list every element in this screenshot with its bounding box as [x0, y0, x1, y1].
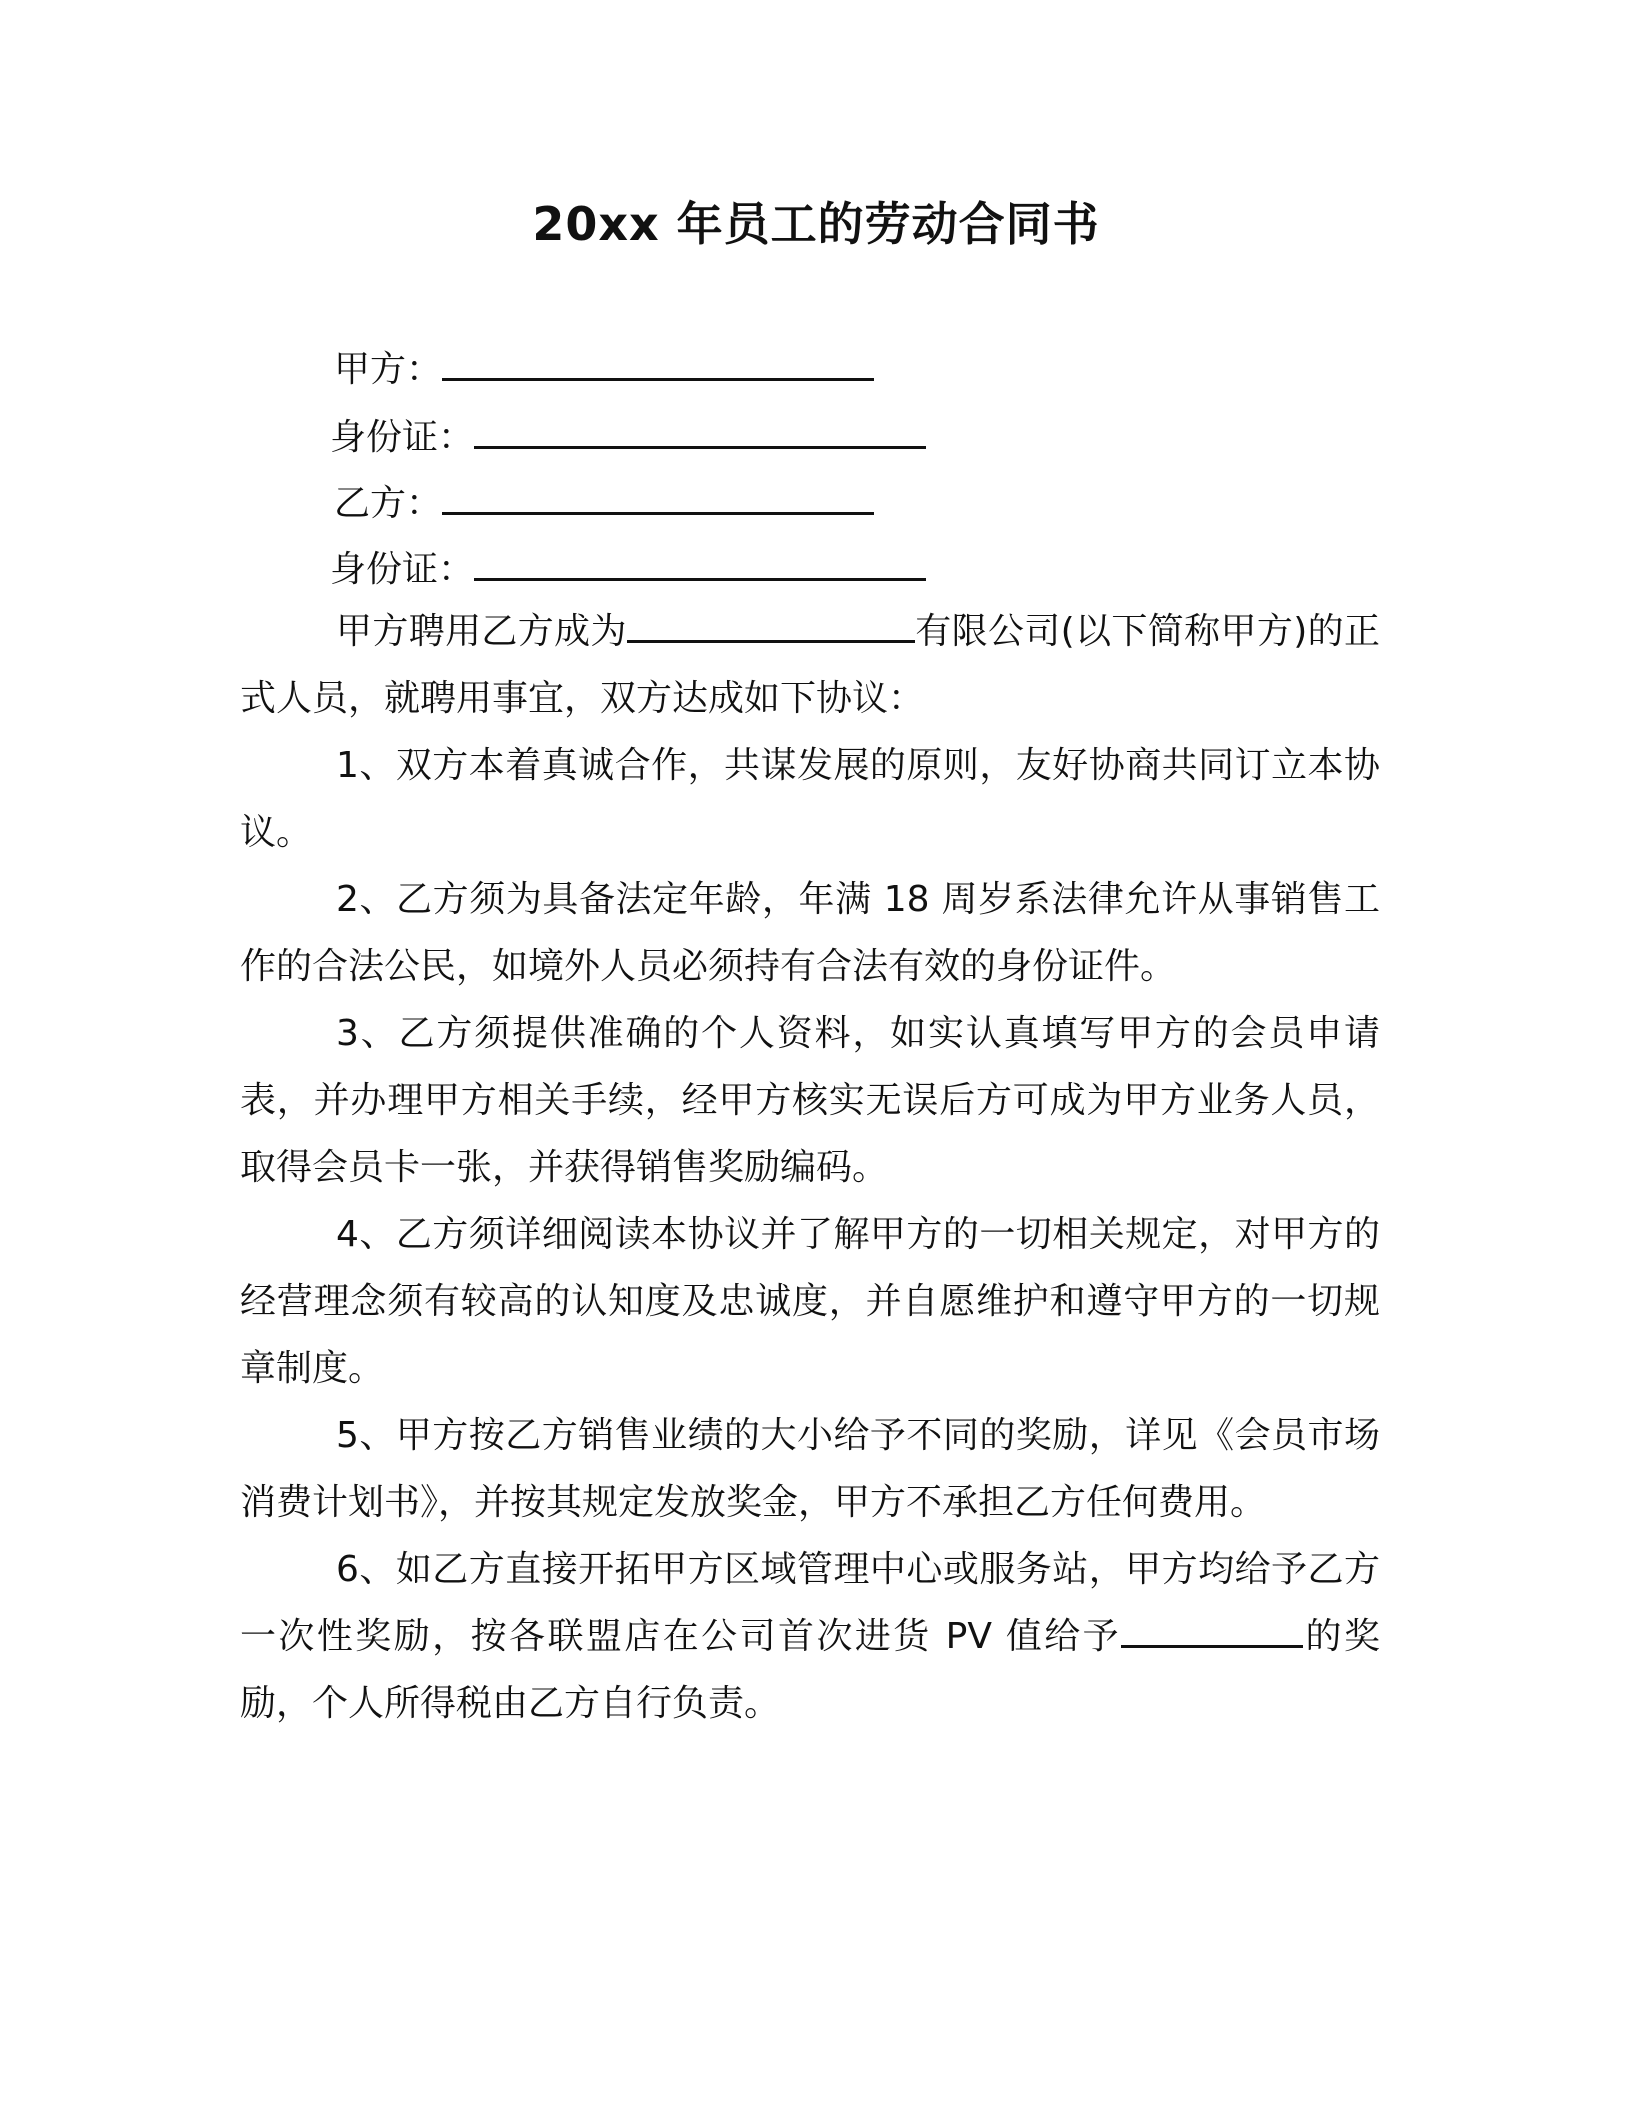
clause-5: 5、甲方按乙方销售业绩的大小给予不同的奖励，详见《会员市场消费计划书》，并按其规定发放奖金，甲方不承担乙方任何费用。: [240, 1415, 1380, 1523]
party-a-field: [334, 340, 874, 395]
company-name-blank[interactable]: [627, 604, 915, 643]
intro-paragraph: [240, 598, 1380, 732]
party-b-field: [334, 474, 874, 529]
document-title: 20xx 年员工的劳动合同书: [532, 197, 1100, 251]
party-a-id-label: 身份证：: [330, 417, 475, 458]
party-b-id-label: 身份证：: [330, 549, 475, 590]
clause-6: [240, 1536, 1380, 1737]
reward-rate-blank[interactable]: [1121, 1609, 1303, 1648]
intro-after: 有限公司(以下简称甲方)的正式人员，就聘用事宜，双方达成如下协议：: [240, 611, 1380, 719]
clause-3: 3、乙方须提供准确的个人资料，如实认真填写甲方的会员申请表，并办理甲方相关手续，经甲方核实无误后方可成为甲方业务人员，取得会员卡一张，并获得销售奖励编码。: [240, 1013, 1380, 1188]
clause-6-after: 的奖励，个人所得税由乙方自行负责。: [240, 1616, 1380, 1724]
party-a-label: 甲方：: [334, 349, 443, 390]
clause-2: 2、乙方须为具备法定年龄，年满 18 周岁系法律允许从事销售工作的合法公民，如境外人员必须持有合法有效的身份证件。: [240, 879, 1380, 987]
party-b-blank[interactable]: [442, 474, 874, 515]
contract-body: [240, 598, 1380, 1737]
intro-before: 甲方聘用乙方成为: [336, 611, 627, 652]
clause-6-before: 6、如乙方直接开拓甲方区域管理中心或服务站，甲方均给予乙方一次性奖励，按各联盟店在公司首次进货 PV 值给予: [240, 1549, 1380, 1657]
party-b-label: 乙方：: [334, 483, 443, 524]
party-b-id-field: [330, 540, 926, 595]
party-a-id-field: [330, 408, 926, 463]
party-a-id-blank[interactable]: [474, 408, 926, 449]
clause-4: 4、乙方须详细阅读本协议并了解甲方的一切相关规定，对甲方的经营理念须有较高的认知度及忠诚度，并自愿维护和遵守甲方的一切规章制度。: [240, 1214, 1380, 1389]
party-b-id-blank[interactable]: [474, 540, 926, 581]
party-a-blank[interactable]: [442, 340, 874, 381]
clause-1: 1、双方本着真诚合作，共谋发展的原则，友好协商共同订立本协议。: [240, 745, 1380, 853]
